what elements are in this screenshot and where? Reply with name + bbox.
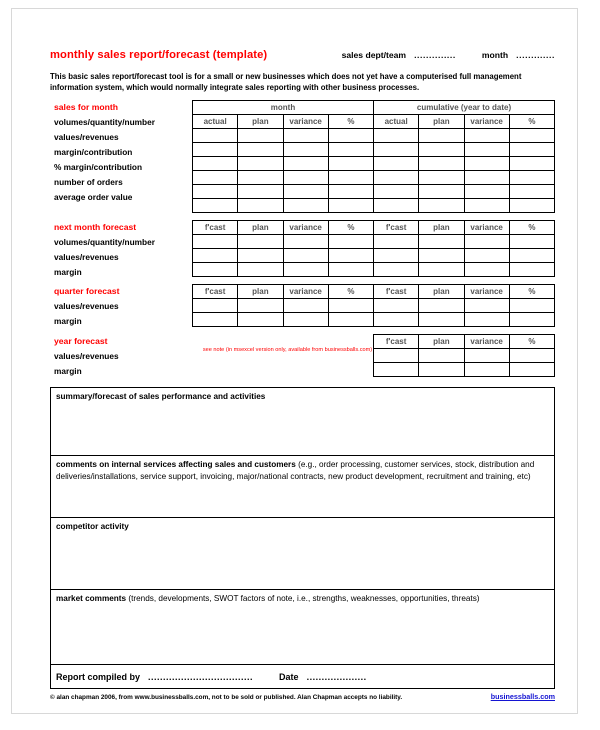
input-cell[interactable] bbox=[283, 171, 328, 185]
table-row bbox=[193, 129, 555, 143]
section-title-quarter-forecast: quarter forecast bbox=[54, 286, 120, 297]
row-label: number of orders bbox=[54, 177, 123, 188]
input-cell[interactable] bbox=[374, 313, 419, 327]
col-header: % bbox=[509, 285, 554, 299]
row-label: values/revenues bbox=[54, 301, 119, 312]
table-row bbox=[193, 199, 555, 213]
col-header: % bbox=[509, 115, 554, 129]
input-cell[interactable] bbox=[419, 313, 464, 327]
comment-boxes bbox=[50, 387, 555, 689]
col-header: f'cast bbox=[374, 221, 419, 235]
input-cell[interactable] bbox=[283, 129, 328, 143]
col-header: variance bbox=[464, 221, 509, 235]
input-cell[interactable] bbox=[419, 235, 464, 249]
row-label: % margin/contribution bbox=[54, 162, 143, 173]
col-header: actual bbox=[193, 115, 238, 129]
input-cell[interactable] bbox=[328, 171, 373, 185]
input-cell[interactable] bbox=[374, 143, 419, 157]
col-header: % bbox=[328, 221, 373, 235]
input-cell[interactable] bbox=[509, 263, 554, 277]
section-year-forecast bbox=[50, 334, 555, 377]
input-cell[interactable] bbox=[283, 313, 328, 327]
comment-box-label bbox=[56, 391, 549, 403]
row-label: average order value bbox=[54, 192, 133, 203]
input-cell[interactable] bbox=[283, 185, 328, 199]
sales-dept-label: sales dept/team bbox=[341, 50, 407, 60]
input-cell[interactable] bbox=[328, 185, 373, 199]
table-row bbox=[193, 263, 555, 277]
input-cell[interactable] bbox=[464, 171, 509, 185]
input-cell[interactable] bbox=[419, 349, 464, 363]
input-cell[interactable] bbox=[509, 143, 554, 157]
input-cell[interactable] bbox=[419, 157, 464, 171]
table-row bbox=[193, 313, 555, 327]
input-cell[interactable] bbox=[328, 249, 373, 263]
row-label: margin bbox=[54, 316, 82, 327]
input-cell[interactable] bbox=[419, 171, 464, 185]
next-month-forecast-labels bbox=[54, 220, 204, 280]
year-forecast-note: see note (in msexcel version only, available from businessballs.com) bbox=[202, 347, 373, 354]
input-cell[interactable] bbox=[374, 129, 419, 143]
next-month-forecast-table bbox=[192, 220, 555, 277]
input-cell[interactable] bbox=[464, 363, 509, 377]
row-label: values/revenues bbox=[54, 351, 119, 362]
input-cell[interactable] bbox=[464, 199, 509, 213]
table-row bbox=[193, 143, 555, 157]
input-cell[interactable] bbox=[419, 129, 464, 143]
input-cell[interactable] bbox=[238, 249, 283, 263]
input-cell[interactable] bbox=[283, 157, 328, 171]
section-next-month-forecast bbox=[50, 220, 555, 277]
col-header: f'cast bbox=[374, 285, 419, 299]
input-cell[interactable] bbox=[283, 143, 328, 157]
input-cell[interactable] bbox=[238, 185, 283, 199]
input-cell[interactable] bbox=[374, 235, 419, 249]
comment-box-summary-forecast[interactable] bbox=[51, 388, 554, 456]
month-field[interactable]: ............. bbox=[516, 50, 555, 60]
table-column-header-row bbox=[374, 335, 555, 349]
section-title-year-forecast: year forecast bbox=[54, 336, 108, 347]
quarter-forecast-labels bbox=[54, 284, 204, 329]
header-fields bbox=[342, 50, 555, 60]
col-header: plan bbox=[419, 221, 464, 235]
comment-box-label-bold: competitor activity bbox=[56, 522, 129, 532]
table-row bbox=[374, 349, 555, 363]
input-cell[interactable] bbox=[464, 235, 509, 249]
input-cell[interactable] bbox=[374, 263, 419, 277]
input-cell[interactable] bbox=[464, 157, 509, 171]
comment-box-internal-services[interactable] bbox=[51, 456, 554, 518]
page-title: monthly sales report/forecast (template) bbox=[50, 49, 268, 61]
businessballs-link[interactable]: businessballs.com bbox=[490, 692, 555, 702]
intro-paragraph: This basic sales report/forecast tool is for a small or new businesses which does not yet have a computerised full management information system, which would normally integrate sales reporting with other business processes. bbox=[50, 72, 522, 93]
table-row bbox=[374, 363, 555, 377]
input-cell[interactable] bbox=[464, 143, 509, 157]
input-cell[interactable] bbox=[419, 299, 464, 313]
input-cell[interactable] bbox=[374, 185, 419, 199]
quarter-forecast-table bbox=[192, 284, 555, 327]
input-cell[interactable] bbox=[509, 171, 554, 185]
comment-box-label bbox=[56, 593, 549, 605]
col-header: f'cast bbox=[374, 335, 419, 349]
input-cell[interactable] bbox=[464, 299, 509, 313]
comment-box-label-sub: (trends, developments, SWOT factors of note, i.e., strengths, weaknesses, opportunities, threats) bbox=[126, 594, 480, 604]
row-label: values/revenues bbox=[54, 252, 119, 263]
col-header: plan bbox=[419, 285, 464, 299]
input-cell[interactable] bbox=[238, 157, 283, 171]
input-cell[interactable] bbox=[509, 185, 554, 199]
input-cell[interactable] bbox=[328, 299, 373, 313]
section-sales-for-month bbox=[50, 100, 555, 213]
input-cell[interactable] bbox=[464, 249, 509, 263]
section-title-next-month-forecast: next month forecast bbox=[54, 222, 137, 233]
report-compiled-by-label: Report compiled by bbox=[56, 671, 141, 682]
input-cell[interactable] bbox=[238, 143, 283, 157]
input-cell[interactable] bbox=[419, 143, 464, 157]
input-cell[interactable] bbox=[464, 313, 509, 327]
comment-box-label-bold: comments on internal services affecting sales and customers bbox=[56, 460, 296, 470]
col-header: actual bbox=[374, 115, 419, 129]
input-cell[interactable] bbox=[374, 199, 419, 213]
input-cell[interactable] bbox=[283, 299, 328, 313]
input-cell[interactable] bbox=[509, 199, 554, 213]
col-header: variance bbox=[464, 285, 509, 299]
col-header: % bbox=[328, 285, 373, 299]
comment-box-label bbox=[56, 459, 549, 482]
row-label: values/revenues bbox=[54, 132, 119, 143]
col-header: variance bbox=[283, 285, 328, 299]
input-cell[interactable] bbox=[509, 363, 554, 377]
group-header-cumulative: cumulative (year to date) bbox=[374, 101, 555, 115]
date-field[interactable]: .................... bbox=[306, 671, 367, 682]
input-cell[interactable] bbox=[419, 199, 464, 213]
table-column-header-row bbox=[193, 115, 555, 129]
table-row bbox=[193, 249, 555, 263]
input-cell[interactable] bbox=[238, 129, 283, 143]
comment-box-label-bold: summary/forecast of sales performance and activities bbox=[56, 392, 266, 402]
col-header: f'cast bbox=[193, 285, 238, 299]
table-row bbox=[193, 299, 555, 313]
input-cell[interactable] bbox=[374, 349, 419, 363]
col-header: plan bbox=[419, 335, 464, 349]
section-title-sales-for-month: sales for month bbox=[54, 102, 118, 113]
input-cell[interactable] bbox=[374, 249, 419, 263]
input-cell[interactable] bbox=[238, 171, 283, 185]
input-cell[interactable] bbox=[374, 299, 419, 313]
document-header bbox=[50, 49, 555, 65]
sales-for-month-table bbox=[192, 100, 555, 213]
input-cell[interactable] bbox=[509, 313, 554, 327]
table-row bbox=[193, 235, 555, 249]
input-cell[interactable] bbox=[238, 199, 283, 213]
comment-box-label bbox=[56, 521, 549, 533]
sales-dept-field[interactable]: .............. bbox=[414, 50, 456, 60]
col-header: plan bbox=[238, 115, 283, 129]
comment-box-market-comments[interactable] bbox=[51, 590, 554, 665]
table-group-header-row bbox=[193, 101, 555, 115]
document-body bbox=[50, 49, 555, 701]
input-cell[interactable] bbox=[509, 235, 554, 249]
input-cell[interactable] bbox=[374, 157, 419, 171]
year-forecast-labels bbox=[54, 334, 204, 379]
input-cell[interactable] bbox=[238, 299, 283, 313]
sales-for-month-labels bbox=[54, 100, 204, 205]
input-cell[interactable] bbox=[509, 157, 554, 171]
input-cell[interactable] bbox=[283, 249, 328, 263]
input-cell[interactable] bbox=[509, 299, 554, 313]
table-column-header-row bbox=[193, 285, 555, 299]
input-cell[interactable] bbox=[328, 235, 373, 249]
row-label: volumes/quantity/number bbox=[54, 117, 155, 128]
input-cell[interactable] bbox=[464, 349, 509, 363]
input-cell[interactable] bbox=[509, 249, 554, 263]
col-header: % bbox=[328, 115, 373, 129]
input-cell[interactable] bbox=[419, 263, 464, 277]
row-label: margin bbox=[54, 366, 82, 377]
input-cell[interactable] bbox=[374, 363, 419, 377]
section-quarter-forecast bbox=[50, 284, 555, 327]
input-cell[interactable] bbox=[328, 157, 373, 171]
input-cell[interactable] bbox=[328, 199, 373, 213]
input-cell[interactable] bbox=[419, 249, 464, 263]
input-cell[interactable] bbox=[238, 263, 283, 277]
report-compiled-row bbox=[51, 665, 554, 689]
table-column-header-row bbox=[193, 221, 555, 235]
col-header: plan bbox=[238, 285, 283, 299]
date-label: Date bbox=[279, 671, 299, 682]
input-cell[interactable] bbox=[328, 263, 373, 277]
copyright-row bbox=[50, 692, 555, 701]
col-header: f'cast bbox=[193, 221, 238, 235]
comment-box-label-bold: market comments bbox=[56, 594, 127, 604]
col-header: plan bbox=[238, 221, 283, 235]
input-cell[interactable] bbox=[238, 235, 283, 249]
input-cell[interactable] bbox=[509, 129, 554, 143]
col-header: variance bbox=[283, 221, 328, 235]
report-compiled-by-field[interactable]: ................................... bbox=[148, 671, 254, 682]
input-cell[interactable] bbox=[374, 171, 419, 185]
col-header: % bbox=[509, 221, 554, 235]
col-header: variance bbox=[283, 115, 328, 129]
comment-box-competitor-activity[interactable] bbox=[51, 518, 554, 590]
table-row bbox=[193, 185, 555, 199]
input-cell[interactable] bbox=[238, 313, 283, 327]
input-cell[interactable] bbox=[464, 263, 509, 277]
input-cell[interactable] bbox=[328, 143, 373, 157]
input-cell[interactable] bbox=[509, 349, 554, 363]
month-label: month bbox=[481, 50, 509, 60]
document-page bbox=[11, 8, 578, 714]
input-cell[interactable] bbox=[464, 185, 509, 199]
row-label: margin/contribution bbox=[54, 147, 133, 158]
col-header: plan bbox=[419, 115, 464, 129]
input-cell[interactable] bbox=[283, 199, 328, 213]
comment-box-label-sub: (e.g., order processing, customer services, stock, distribution and deliveries/installations, service support, invoicing, major/national contracts, new product development, recruitment and training, etc) bbox=[56, 460, 535, 481]
input-cell[interactable] bbox=[464, 129, 509, 143]
group-header-month: month bbox=[193, 101, 374, 115]
year-forecast-table bbox=[373, 334, 555, 377]
row-label: volumes/quantity/number bbox=[54, 237, 155, 248]
row-label: margin bbox=[54, 267, 82, 278]
input-cell[interactable] bbox=[328, 313, 373, 327]
input-cell[interactable] bbox=[419, 185, 464, 199]
input-cell[interactable] bbox=[419, 363, 464, 377]
table-row bbox=[193, 171, 555, 185]
table-row bbox=[193, 157, 555, 171]
col-header: variance bbox=[464, 335, 509, 349]
input-cell[interactable] bbox=[283, 235, 328, 249]
input-cell[interactable] bbox=[283, 263, 328, 277]
input-cell[interactable] bbox=[328, 129, 373, 143]
col-header: % bbox=[509, 335, 554, 349]
col-header: variance bbox=[464, 115, 509, 129]
copyright-text: © alan chapman 2006, from www.businessballs.com, not to be sold or published. Alan Chapman accepts no liability. bbox=[50, 694, 403, 702]
